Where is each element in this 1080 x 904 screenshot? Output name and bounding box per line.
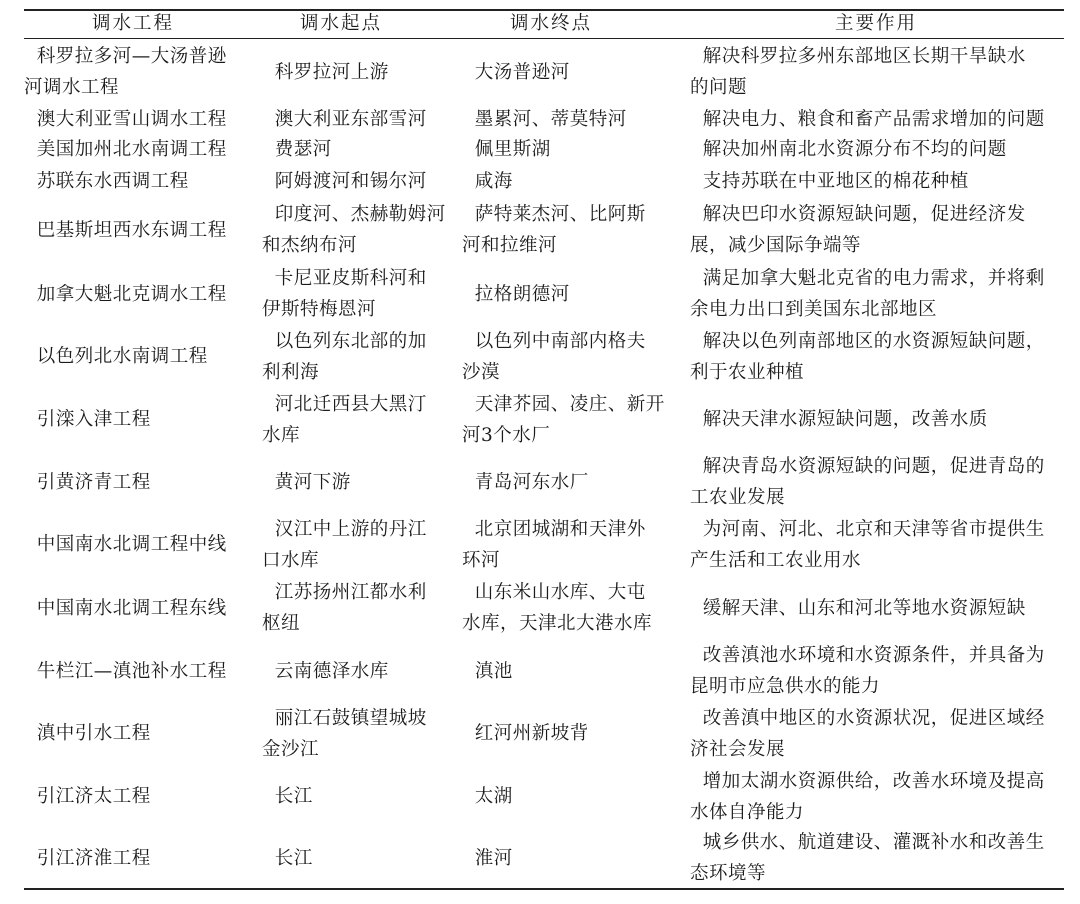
cell-line: 利利海 [262, 362, 320, 383]
cell-line: 水库 [262, 425, 301, 446]
cell-effect [690, 593, 1026, 624]
cell-line: 解决巴印水资源短缺问题，促进经济发 [690, 204, 1026, 225]
cell-line: 以色列东北部的加 [262, 331, 427, 352]
cell-project [24, 104, 227, 135]
cell-start [262, 199, 446, 261]
cell-end [462, 199, 646, 261]
cell-line: 以色列中南部内格夫 [462, 331, 646, 352]
cell-line: 支持苏联在中亚地区的棉花种植 [690, 171, 969, 192]
cell-line: 大汤普逊河 [462, 62, 570, 83]
cell-line: 科罗拉河上游 [262, 62, 389, 83]
cell-line: 中国南水北调工程中线 [24, 534, 227, 555]
cell-project [24, 467, 151, 498]
cell-start [262, 781, 313, 812]
cell-end [462, 104, 627, 135]
cell-line: 工农业发展 [690, 487, 786, 508]
cell-project [24, 41, 227, 103]
cell-line: 美国加州北水南调工程 [24, 139, 227, 160]
cell-line: 金沙江 [262, 739, 320, 760]
cell-line: 的问题 [690, 77, 748, 98]
cell-end [462, 781, 513, 812]
cell-project [24, 341, 208, 372]
cell-line: 解决青岛水资源短缺的问题，促进青岛的 [690, 456, 1045, 477]
cell-line: 云南德泽水库 [262, 661, 389, 682]
cell-line: 利于农业种植 [690, 362, 805, 383]
cell-start [262, 389, 427, 451]
cell-effect [690, 263, 1045, 325]
cell-end [462, 166, 513, 197]
cell-line: 河调水工程 [24, 77, 120, 98]
cell-end [462, 656, 513, 687]
cell-project [24, 215, 227, 246]
cell-start [262, 843, 313, 874]
cell-effect [690, 766, 1045, 828]
cell-line: 枢纽 [262, 613, 301, 634]
cell-end [462, 514, 646, 576]
cell-line: 环河 [462, 550, 501, 571]
cell-line: 苏联东水西调工程 [24, 171, 189, 192]
cell-effect [690, 104, 1045, 135]
cell-line: 态环境等 [690, 863, 767, 884]
cell-start [262, 467, 351, 498]
cell-line: 以色列北水南调工程 [24, 346, 208, 367]
cell-effect [690, 827, 1045, 889]
cell-project [24, 166, 189, 197]
cell-line: 水库，天津北大港水库 [462, 613, 653, 634]
cell-project [24, 656, 227, 687]
header-rule [24, 38, 1064, 39]
cell-line: 济社会发展 [690, 739, 786, 760]
cell-effect [690, 326, 1045, 388]
cell-effect [690, 404, 988, 435]
cell-line: 长江 [262, 786, 313, 807]
cell-line: 引滦入津工程 [24, 409, 151, 430]
cell-project [24, 404, 151, 435]
header-start: 调水起点 [300, 13, 383, 34]
cell-line: 科罗拉多河—大汤普逊 [24, 46, 227, 67]
cell-line: 引江济太工程 [24, 786, 151, 807]
cell-line: 余电力出口到美国东北部地区 [690, 299, 938, 320]
cell-line: 解决电力、粮食和畜产品需求增加的问题 [690, 109, 1045, 130]
cell-start [262, 703, 427, 765]
cell-line: 城乡供水、航道建设、灌溉补水和改善生 [690, 832, 1045, 853]
cell-start [262, 656, 389, 687]
cell-line: 印度河、杰赫勒姆河 [262, 204, 446, 225]
cell-line: 河3个水厂 [462, 425, 551, 446]
cell-line: 满足加拿大魁北克省的电力需求，并将剩 [690, 268, 1045, 289]
cell-line: 伊斯特梅恩河 [262, 299, 377, 320]
cell-line: 口水库 [262, 550, 320, 571]
cell-line: 长江 [262, 848, 313, 869]
cell-project [24, 593, 227, 624]
cell-project [24, 843, 151, 874]
cell-start [262, 514, 427, 576]
cell-line: 和杰纳布河 [262, 235, 358, 256]
cell-project [24, 134, 227, 165]
cell-line: 改善滇池水环境和水资源条件，并具备为 [690, 645, 1045, 666]
cell-end [462, 57, 570, 88]
cell-line: 卡尼亚皮斯科河和 [262, 268, 427, 289]
cell-end [462, 389, 665, 451]
cell-line: 咸海 [462, 171, 513, 192]
cell-line: 展，减少国际争端等 [690, 235, 862, 256]
cell-line: 山东米山水库、大屯 [462, 582, 646, 603]
cell-end [462, 718, 589, 749]
cell-line: 增加太湖水资源供给，改善水环境及提高 [690, 771, 1045, 792]
cell-end [462, 843, 513, 874]
bottom-rule [24, 888, 1064, 890]
cell-line: 为河南、河北、北京和天津等省市提供生 [690, 519, 1045, 540]
cell-line: 产生活和工农业用水 [690, 550, 862, 571]
cell-start [262, 134, 332, 165]
header-effect: 主要作用 [835, 13, 918, 34]
cell-line: 红河州新坡背 [462, 723, 589, 744]
cell-effect [690, 41, 1026, 103]
header-project: 调水工程 [92, 13, 175, 34]
cell-line: 黄河下游 [262, 472, 351, 493]
cell-line: 解决天津水源短缺问题，改善水质 [690, 409, 988, 430]
cell-start [262, 263, 427, 325]
cell-start [262, 577, 427, 639]
cell-effect [690, 166, 969, 197]
cell-line: 阿姆渡河和锡尔河 [262, 171, 427, 192]
cell-line: 太湖 [462, 786, 513, 807]
cell-line: 丽江石鼓镇望城坡 [262, 708, 427, 729]
cell-line: 中国南水北调工程东线 [24, 598, 227, 619]
cell-line: 河和拉维河 [462, 235, 558, 256]
cell-line: 费瑟河 [262, 139, 332, 160]
header-end: 调水终点 [510, 13, 593, 34]
cell-end [462, 279, 570, 310]
cell-start [262, 57, 389, 88]
cell-start [262, 166, 427, 197]
cell-line: 佩里斯湖 [462, 139, 551, 160]
cell-line: 河北迁西县大黑汀 [262, 394, 427, 415]
cell-end [462, 134, 551, 165]
cell-start [262, 326, 427, 388]
cell-end [462, 326, 646, 388]
cell-line: 澳大利亚雪山调水工程 [24, 109, 227, 130]
cell-line: 水体自净能力 [690, 802, 805, 823]
cell-line: 解决科罗拉多州东部地区长期干旱缺水 [690, 46, 1026, 67]
cell-project [24, 529, 227, 560]
cell-line: 引江济淮工程 [24, 848, 151, 869]
cell-line: 萨特莱杰河、比阿斯 [462, 204, 646, 225]
cell-line: 加拿大魁北克调水工程 [24, 284, 227, 305]
cell-project [24, 781, 151, 812]
cell-line: 拉格朗德河 [462, 284, 570, 305]
cell-effect [690, 134, 1007, 165]
cell-line: 青岛河东水厂 [462, 472, 589, 493]
cell-line: 汉江中上游的丹江 [262, 519, 427, 540]
cell-effect [690, 199, 1026, 261]
cell-line: 解决以色列南部地区的水资源短缺问题， [690, 331, 1045, 352]
cell-line: 滇中引水工程 [24, 723, 151, 744]
cell-line: 昆明市应急供水的能力 [690, 676, 881, 697]
cell-effect [690, 451, 1045, 513]
cell-start [262, 104, 427, 135]
cell-line: 巴基斯坦西水东调工程 [24, 220, 227, 241]
cell-line: 沙漠 [462, 362, 501, 383]
cell-effect [690, 514, 1045, 576]
cell-line: 墨累河、蒂莫特河 [462, 109, 627, 130]
cell-line: 北京团城湖和天津外 [462, 519, 646, 540]
cell-line: 天津芥园、凌庄、新开 [462, 394, 665, 415]
cell-end [462, 467, 589, 498]
cell-line: 滇池 [462, 661, 513, 682]
cell-line: 解决加州南北水资源分布不均的问题 [690, 139, 1007, 160]
cell-line: 澳大利亚东部雪河 [262, 109, 427, 130]
cell-line: 牛栏江—滇池补水工程 [24, 661, 227, 682]
cell-line: 淮河 [462, 848, 513, 869]
cell-end [462, 577, 652, 639]
cell-effect [690, 640, 1045, 702]
cell-effect [690, 703, 1045, 765]
cell-project [24, 279, 227, 310]
cell-line: 缓解天津、山东和河北等地水资源短缺 [690, 598, 1026, 619]
cell-line: 江苏扬州江都水利 [262, 582, 427, 603]
cell-line: 改善滇中地区的水资源状况，促进区域经 [690, 708, 1045, 729]
cell-project [24, 718, 151, 749]
cell-line: 引黄济青工程 [24, 472, 151, 493]
